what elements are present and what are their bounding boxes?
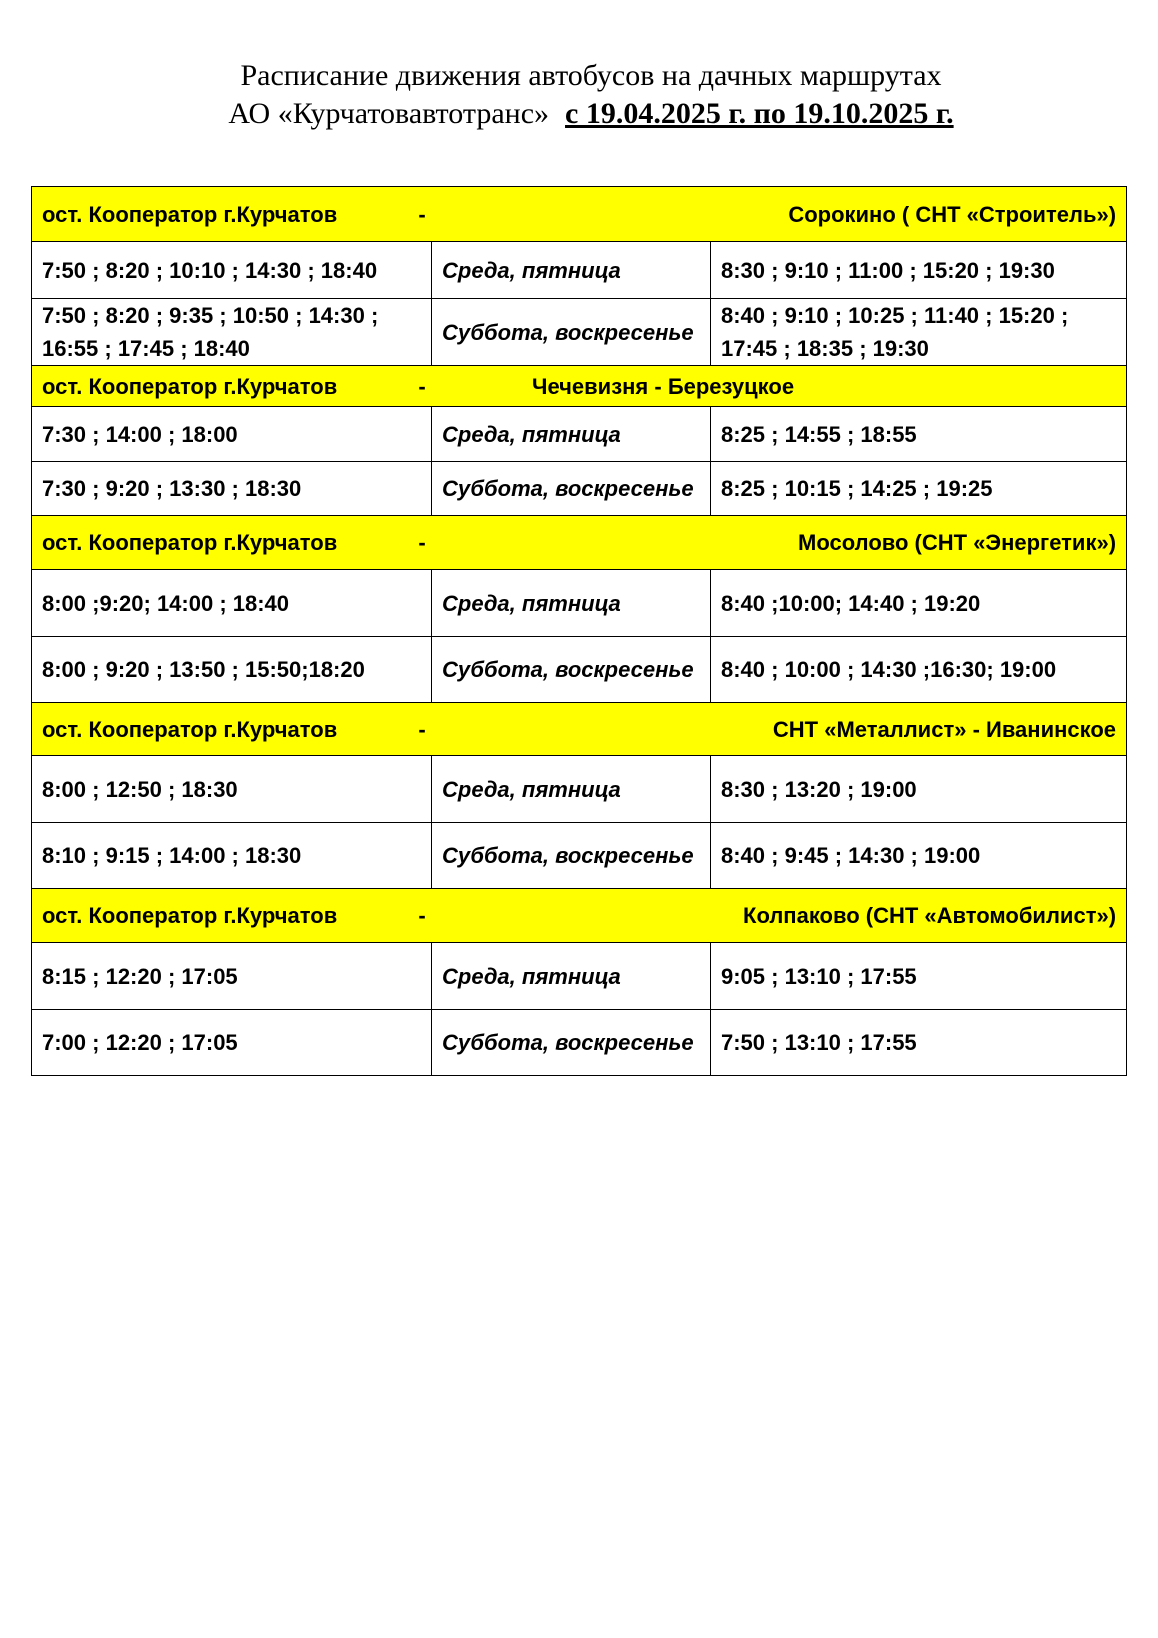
schedule-row <box>32 823 1127 889</box>
route-separator: - <box>418 373 426 399</box>
departure-times: 7:50 ; 8:20 ; 9:35 ; 10:50 ; 14:30 ; 16:55 ; 17:45 ; 18:40 <box>32 299 432 366</box>
days-of-week: Среда, пятница <box>432 570 711 637</box>
route-header <box>32 703 1127 756</box>
days-of-week: Суббота, воскресенье <box>432 299 711 366</box>
schedule-row <box>32 943 1127 1010</box>
days-of-week: Среда, пятница <box>432 756 711 823</box>
route-destination: Чечевизня - Березуцкое <box>532 373 795 399</box>
schedule-row <box>32 756 1127 823</box>
route-header <box>32 889 1127 943</box>
route-origin: ост. Кооператор г.Курчатов <box>42 716 338 742</box>
return-times: 8:30 ; 13:20 ; 19:00 <box>711 756 1127 823</box>
departure-times: 8:15 ; 12:20 ; 17:05 <box>32 943 432 1010</box>
departure-times: 8:10 ; 9:15 ; 14:00 ; 18:30 <box>32 823 432 889</box>
departure-times: 8:00 ;9:20; 14:00 ; 18:40 <box>32 570 432 637</box>
schedule-row <box>32 407 1127 462</box>
route-destination: Колпаково (СНТ «Автомобилист») <box>743 903 1117 928</box>
return-times: 8:25 ; 10:15 ; 14:25 ; 19:25 <box>711 462 1127 516</box>
schedule-row <box>32 637 1127 703</box>
document-title: Расписание движения автобусов на дачных маршрутах <box>240 59 942 92</box>
schedule-row <box>32 1010 1127 1076</box>
schedule-period: с 19.04.2025 г. по 19.10.2025 г. <box>565 97 954 130</box>
days-of-week: Суббота, воскресенье <box>432 823 711 889</box>
days-of-week: Среда, пятница <box>432 943 711 1010</box>
route-header <box>32 366 1127 407</box>
return-times: 8:30 ; 9:10 ; 11:00 ; 15:20 ; 19:30 <box>711 242 1127 299</box>
document-subtitle <box>12 96 1158 132</box>
return-times: 7:50 ; 13:10 ; 17:55 <box>711 1010 1127 1076</box>
route-destination: СНТ «Металлист» - Иванинское <box>772 716 1117 742</box>
route-separator: - <box>418 903 426 928</box>
route-header <box>32 516 1127 570</box>
departure-times: 7:30 ; 14:00 ; 18:00 <box>32 407 432 462</box>
route-origin: ост. Кооператор г.Курчатов <box>42 530 338 555</box>
schedule-table <box>31 186 1127 1076</box>
return-times: 8:25 ; 14:55 ; 18:55 <box>711 407 1127 462</box>
departure-times: 8:00 ; 12:50 ; 18:30 <box>32 756 432 823</box>
return-times: 8:40 ; 9:10 ; 10:25 ; 11:40 ; 15:20 ; 17:45 ; 18:35 ; 19:30 <box>711 299 1127 366</box>
route-origin: ост. Кооператор г.Курчатов <box>42 903 338 928</box>
schedule-row <box>32 299 1127 366</box>
days-of-week: Суббота, воскресенье <box>432 637 711 703</box>
days-of-week: Среда, пятница <box>432 242 711 299</box>
route-header <box>32 187 1127 242</box>
return-times: 9:05 ; 13:10 ; 17:55 <box>711 943 1127 1010</box>
route-separator: - <box>418 716 426 742</box>
route-separator: - <box>418 201 426 227</box>
departure-times: 7:00 ; 12:20 ; 17:05 <box>32 1010 432 1076</box>
departure-times: 7:50 ; 8:20 ; 10:10 ; 14:30 ; 18:40 <box>32 242 432 299</box>
route-destination: Сорокино ( СНТ «Строитель») <box>788 201 1117 227</box>
days-of-week: Суббота, воскресенье <box>432 1010 711 1076</box>
return-times: 8:40 ;10:00; 14:40 ; 19:20 <box>711 570 1127 637</box>
route-origin: ост. Кооператор г.Курчатов <box>42 201 338 227</box>
return-times: 8:40 ; 10:00 ; 14:30 ;16:30; 19:00 <box>711 637 1127 703</box>
days-of-week: Среда, пятница <box>432 407 711 462</box>
route-separator: - <box>418 530 426 555</box>
schedule-row <box>32 462 1127 516</box>
route-destination: Мосолово (СНТ «Энергетик») <box>798 530 1117 555</box>
schedule-row <box>32 570 1127 637</box>
schedule-row <box>32 242 1127 299</box>
departure-times: 8:00 ; 9:20 ; 13:50 ; 15:50;18:20 <box>32 637 432 703</box>
days-of-week: Суббота, воскресенье <box>432 462 711 516</box>
return-times: 8:40 ; 9:45 ; 14:30 ; 19:00 <box>711 823 1127 889</box>
route-origin: ост. Кооператор г.Курчатов <box>42 373 338 399</box>
company-name: АО «Курчатовавтотранс» <box>228 97 550 130</box>
departure-times: 7:30 ; 9:20 ; 13:30 ; 18:30 <box>32 462 432 516</box>
